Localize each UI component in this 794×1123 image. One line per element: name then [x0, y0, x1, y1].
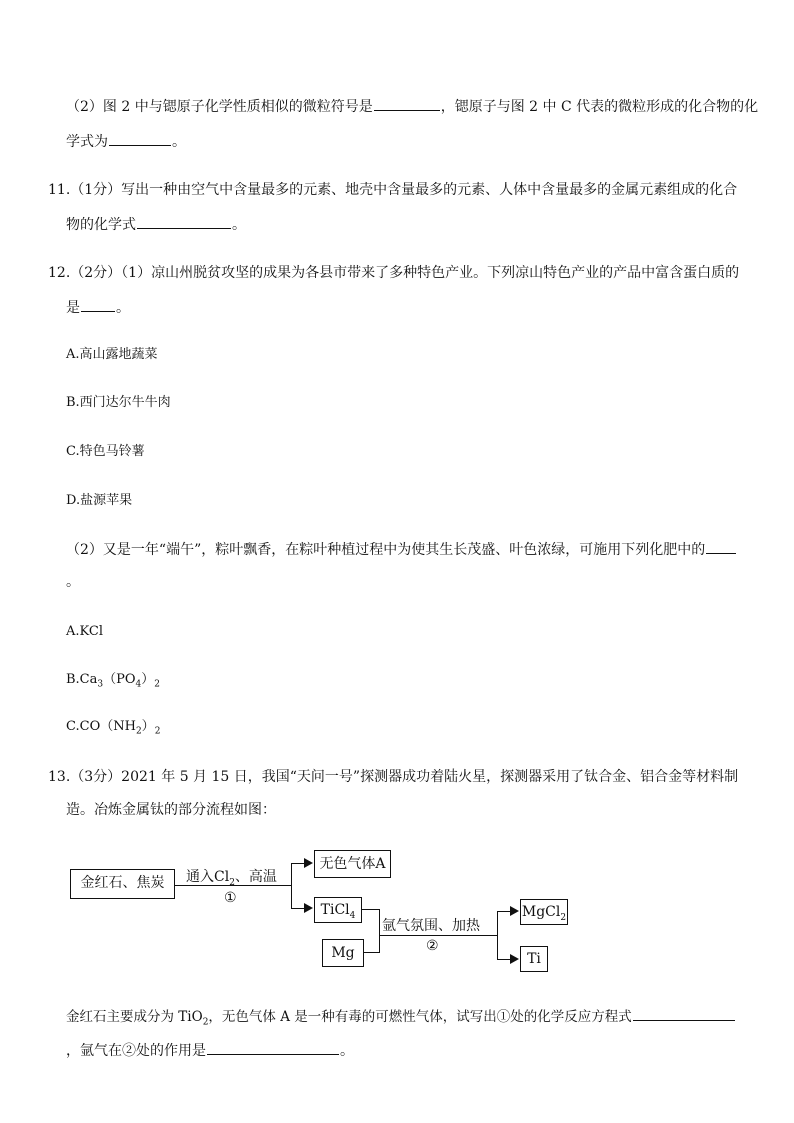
answer-blank[interactable] — [706, 539, 736, 554]
arrow-right-icon — [510, 906, 519, 916]
subscript: 2 — [229, 877, 235, 888]
subscript: 2 — [560, 912, 567, 923]
q11-text: 物的化学式 — [66, 217, 136, 233]
flow-mg-box: Mg — [322, 939, 364, 967]
flow-line — [361, 909, 379, 910]
q13-line1: 13.（3分）2021 年 5 月 15 日，我国“天问一号”探测器成功着陆火星，探测器采用了钛合金、铝合金等材料制 — [48, 769, 739, 785]
q10-part2-text: 学式为 — [66, 134, 108, 150]
q12-part2-option-b — [66, 670, 160, 695]
answer-blank[interactable] — [207, 1040, 339, 1055]
q12-part2-option-c — [66, 717, 160, 742]
q10-part2-text: （2）图 2 中与锶原子化学性质相似的微粒符号是 — [66, 99, 373, 115]
q12-option-d: D.盐源苹果 — [66, 493, 133, 508]
subscript: 2 — [154, 726, 161, 737]
flow-step2-number: ② — [426, 938, 439, 954]
flow-ti-box: Ti — [520, 946, 548, 972]
flow-line — [379, 935, 497, 936]
q12-part2-option-a: A.KCl — [66, 624, 103, 639]
arrow-right-icon — [304, 858, 313, 868]
answer-blank[interactable] — [633, 1006, 735, 1021]
formula-text: ） — [141, 719, 155, 734]
subscript: 2 — [202, 1017, 209, 1028]
q13-text: ，氩气在②处的作用是 — [66, 1043, 206, 1059]
q10-part2-line2 — [66, 131, 186, 152]
formula-text: ） — [141, 672, 155, 687]
q11-line2 — [66, 214, 246, 235]
answer-blank[interactable] — [137, 214, 231, 229]
flow-ticl4-box — [314, 897, 362, 923]
q13-after-line1 — [66, 1006, 736, 1033]
answer-blank[interactable] — [109, 131, 171, 146]
subscript: 3 — [97, 679, 104, 690]
subscript: 4 — [349, 910, 356, 921]
q12-option-a: A.高山露地蔬菜 — [66, 347, 158, 362]
q11-text: 。 — [232, 217, 246, 233]
flow-start-box: 金红石、焦炭 — [70, 869, 175, 899]
q12-text: 是 — [66, 300, 80, 316]
flow-line — [363, 952, 379, 953]
flow-step2-label: 氩气氛围、加热 — [382, 918, 480, 934]
q13-after-line2 — [66, 1040, 354, 1061]
q12-option-b: B.西门达尔牛牛肉 — [66, 395, 171, 410]
q10-part2-line1 — [66, 96, 758, 117]
flow-branch-line — [497, 911, 498, 960]
q12-option-c: C.特色马铃薯 — [66, 444, 145, 459]
flow-branch-line — [291, 863, 292, 908]
flow-line — [291, 863, 305, 864]
q12-line1: 12.（2分）（1）凉山州脱贫攻坚的成果为各县市带来了多种特色产业。下列凉山特色产业的产品中富含蛋白质的 — [48, 265, 740, 281]
flow-mgcl2-box — [520, 899, 568, 925]
q10-part2-text: ，锶原子与图 2 中 C 代表的微粒形成的化合物的化 — [440, 99, 759, 115]
flow-gas-box: 无色气体A — [314, 850, 391, 878]
flow-step1-label — [186, 866, 277, 888]
formula-text: C.CO（NH — [66, 719, 136, 734]
q12-part2-line2: 。 — [66, 574, 80, 590]
subscript: 4 — [135, 679, 142, 690]
formula-text: TiCl — [320, 902, 350, 918]
q13-text: 金红石主要成分为 TiO — [66, 1009, 203, 1025]
flow-step1-number: ① — [224, 890, 237, 906]
q12-text: 。 — [116, 300, 130, 316]
answer-blank[interactable] — [81, 297, 115, 312]
q10-part2-text: 。 — [172, 134, 186, 150]
q13-text: ，无色气体 A 是一种有毒的可燃性气体，试写出①处的化学反应方程式 — [208, 1009, 632, 1025]
flow-line — [497, 911, 510, 912]
arrow-right-icon — [510, 954, 519, 964]
subscript: 2 — [154, 679, 161, 690]
q12-line2 — [66, 297, 130, 318]
q12-part2-text: （2）又是一年“端午”，粽叶飘香，在粽叶种植过程中为使其生长茂盛、叶色浓绿，可施用下列化肥中的 — [66, 542, 706, 558]
answer-blank[interactable] — [374, 96, 440, 111]
arrow-right-icon — [304, 903, 313, 913]
formula-text: MgCl — [521, 904, 561, 920]
formula-text: B.Ca — [66, 672, 98, 687]
q11-line1: 11.（1分）写出一种由空气中含量最多的元素、地壳中含量最多的元素、人体中含量最多的金属元素组成的化合 — [48, 182, 738, 198]
q13-text: 。 — [340, 1043, 354, 1059]
label-text: 通入Cl — [186, 869, 230, 885]
label-text: 、高温 — [234, 869, 277, 885]
flow-line — [497, 959, 510, 960]
q12-part2-line1 — [66, 539, 737, 560]
flow-line — [291, 908, 305, 909]
q13-line2: 造。冶炼金属钛的部分流程如图： — [66, 802, 276, 818]
flow-join-line — [379, 909, 380, 953]
formula-text: （PO — [103, 672, 136, 687]
subscript: 2 — [135, 726, 142, 737]
